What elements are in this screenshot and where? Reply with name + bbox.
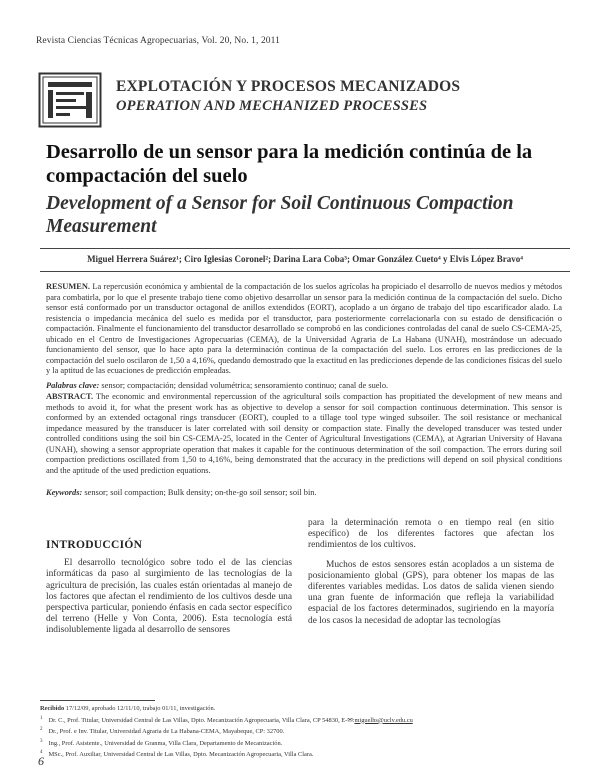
page-number: 6 (38, 754, 44, 768)
section-logo-icon (38, 72, 102, 128)
article-title-es: Desarrollo de un sensor para la medición continúa de la compactación del suelo (46, 141, 533, 187)
footnote-text: MSc., Prof. Auxiliar, Universidad Central de Las Villas, Dpto. Mecanización Agropecuaria, Villa Clara. (48, 751, 314, 759)
article-title-en: Development of a Sensor for Soil Continuous Compaction Measurement (46, 193, 514, 237)
received-note (40, 704, 570, 714)
footnotes (40, 704, 570, 760)
intro-heading: INTRODUCCIÓN (46, 539, 143, 551)
intro-paragraph-2: Muchos de estos sensores están acoplados a un sistema de posicionamiento global (GPS), para obtener los mapas de las diferentes variables medidas. Los datos de salida vienen siendo una gran fuente de información que refleja la variabilidad espacial de los factores determinados, sugiriendo en la mayoría de los casos la necesidad de adoptar las tecnologías (308, 559, 554, 626)
abstract-label: ABSTRACT. (46, 392, 94, 401)
footnote-number: 4 (40, 750, 43, 756)
footnote-item (40, 748, 570, 760)
resumen-block (46, 282, 562, 374)
footnote-item (40, 725, 570, 737)
keywords-text: sensor; soil compaction; Bulk density; on-the-go soil sensor; soil bin. (84, 488, 317, 497)
footnote-text: Ing., Prof. Asistente., Universidad de Granma, Villa Clara, Departamento de Mecanización. (48, 739, 283, 747)
resumen-text: La repercusión económica y ambiental de la compactación de los suelos agrícolas ha propiciado el desarrollo de nuevos medios y métodos para combatirla, por lo que el presente trabajo tiene como objetivo desarrollar un sensor para la medición continua de la compactación del suelo. Dicho sensor está conformado por un transductor octagonal de anillos extendidos (EORT), acoplado a un órgano de trabajo del tipo escarificador alado. La resistencia o impedancia mecánica del suelo es medida por el transductor, para posteriormente correlacionarla con su estado de densificación o compactación. Finalmente el funcionamiento del transductor desarrollado se comprobó en las condiciones controladas del canal de suelo CS-CEMA-25, ubicado en el Centro de Investigaciones Agropecuarias (CEMA), de la Universidad Agraria de La Habana (UNAH), mostrándose un adecuado funcionamiento del sensor, que lo hace apto para la determinación continua de la compactación del suelo. Los errores en las predicciones de la compactación del suelo oscilaron de 1,50 a 4,16%, quedando demostrado que la exactitud en las predicciones depende de las condiciones físicas del suelo y la aptitud de las ecuaciones de predicción empleadas. (46, 282, 563, 375)
footnote-number: 1 (40, 715, 43, 721)
resumen-label: RESUMEN. (46, 282, 90, 291)
intro-paragraph-1-cont: para la determinación remota o en tiempo real (en sitio específico) de los diferentes factores que afectan los rendimientos de los cultivos. (308, 518, 554, 551)
received-text: 17/12/09, aprobado 12/11/10, trabajo 01/11, investigación. (65, 705, 216, 712)
journal-header: Revista Ciencias Técnicas Agropecuarias, Vol. 20, No. 1, 2011 (36, 36, 280, 46)
footnote-text: Dr., Prof. e Inv. Titular, Universidad Agraria de La Habana-CEMA, Mayabeque, CP: 32700. (48, 728, 285, 736)
author-list: Miguel Herrera Suárez¹; Ciro Iglesias Coronel²; Darina Lara Coba³; Omar González Cueto⁴ y Elvis López Bravo⁴ (40, 248, 570, 272)
intro-paragraph-1: El desarrollo tecnológico sobre todo el de las ciencias informáticas da paso al surgimiento de las tecnologías de la agricultura de precisión, las cuales están orientadas al manejo de los factores que afectan el rendimiento de los cultivos desde una perspectiva particular, poniendo énfasis en cada sector específico del terreno (Helle y Von Conta, 2006). Esta tecnología está indisolublemente ligada al desarrollo de sensores (46, 558, 292, 636)
section-title-en: OPERATION AND MECHANIZED PROCESSES (116, 98, 428, 114)
footnote-divider (40, 700, 155, 701)
footnote-item (40, 737, 570, 749)
body-column-left (46, 540, 292, 637)
abstract-text: The economic and environmental repercussion of the agricultural soils compaction has propitiated the development of new means and methods to avoid it, for what the present work has as objective to develop a sensor for soil compaction continuous determination. This sensor is conformed by an extended octagonal rings transducer (EORT), coupled to a tillage tool type winged subsoiler. The soil resistance or mechanical impedance measured by the transducer is later correlated with soil density or compaction state. Finally the developed transducer was tested under controlled conditions using the soil bin CS-CEMA-25, located in the Center of Agricultural Investigations (CEMA), at Agrarian University of Havana (UNAH), showing a sensor appropriate operation that makes it capable for the continuous determination of the soil compaction. The errors during soil compaction predictions oscillated from 1,50 to 4,16%, being demonstrated that the accuracy in the predictions will depend on soil physical conditions and the aptitude of the used prediction equations. (46, 392, 562, 475)
palabras-clave-text: sensor; compactación; densidad volumétrica; sensoramiento continuo; canal de suelo. (101, 381, 389, 390)
keywords (46, 488, 562, 499)
email-icon: ✉: (347, 716, 355, 724)
palabras-clave (46, 381, 562, 392)
body-column-right (308, 518, 554, 627)
section-title-es: EXPLOTACIÓN Y PROCESOS MECANIZADOS (116, 78, 461, 95)
author-email-link[interactable]: miguelhs@uclv.edu.cu (354, 716, 413, 724)
footnote-item (40, 714, 570, 726)
abstract-block (46, 392, 562, 482)
received-label: Recibido (40, 705, 65, 712)
palabras-clave-label: Palabras clave: (46, 381, 100, 390)
footnote-number: 2 (40, 727, 43, 733)
footnote-text: Dr. C., Prof. Titular, Universidad Central de Las Villas, Dpto. Mecanización Agropecuaria, Villa Clara, CP 54830, E- (48, 716, 348, 724)
footnote-number: 3 (40, 738, 43, 744)
keywords-label: Keywords: (46, 488, 83, 497)
